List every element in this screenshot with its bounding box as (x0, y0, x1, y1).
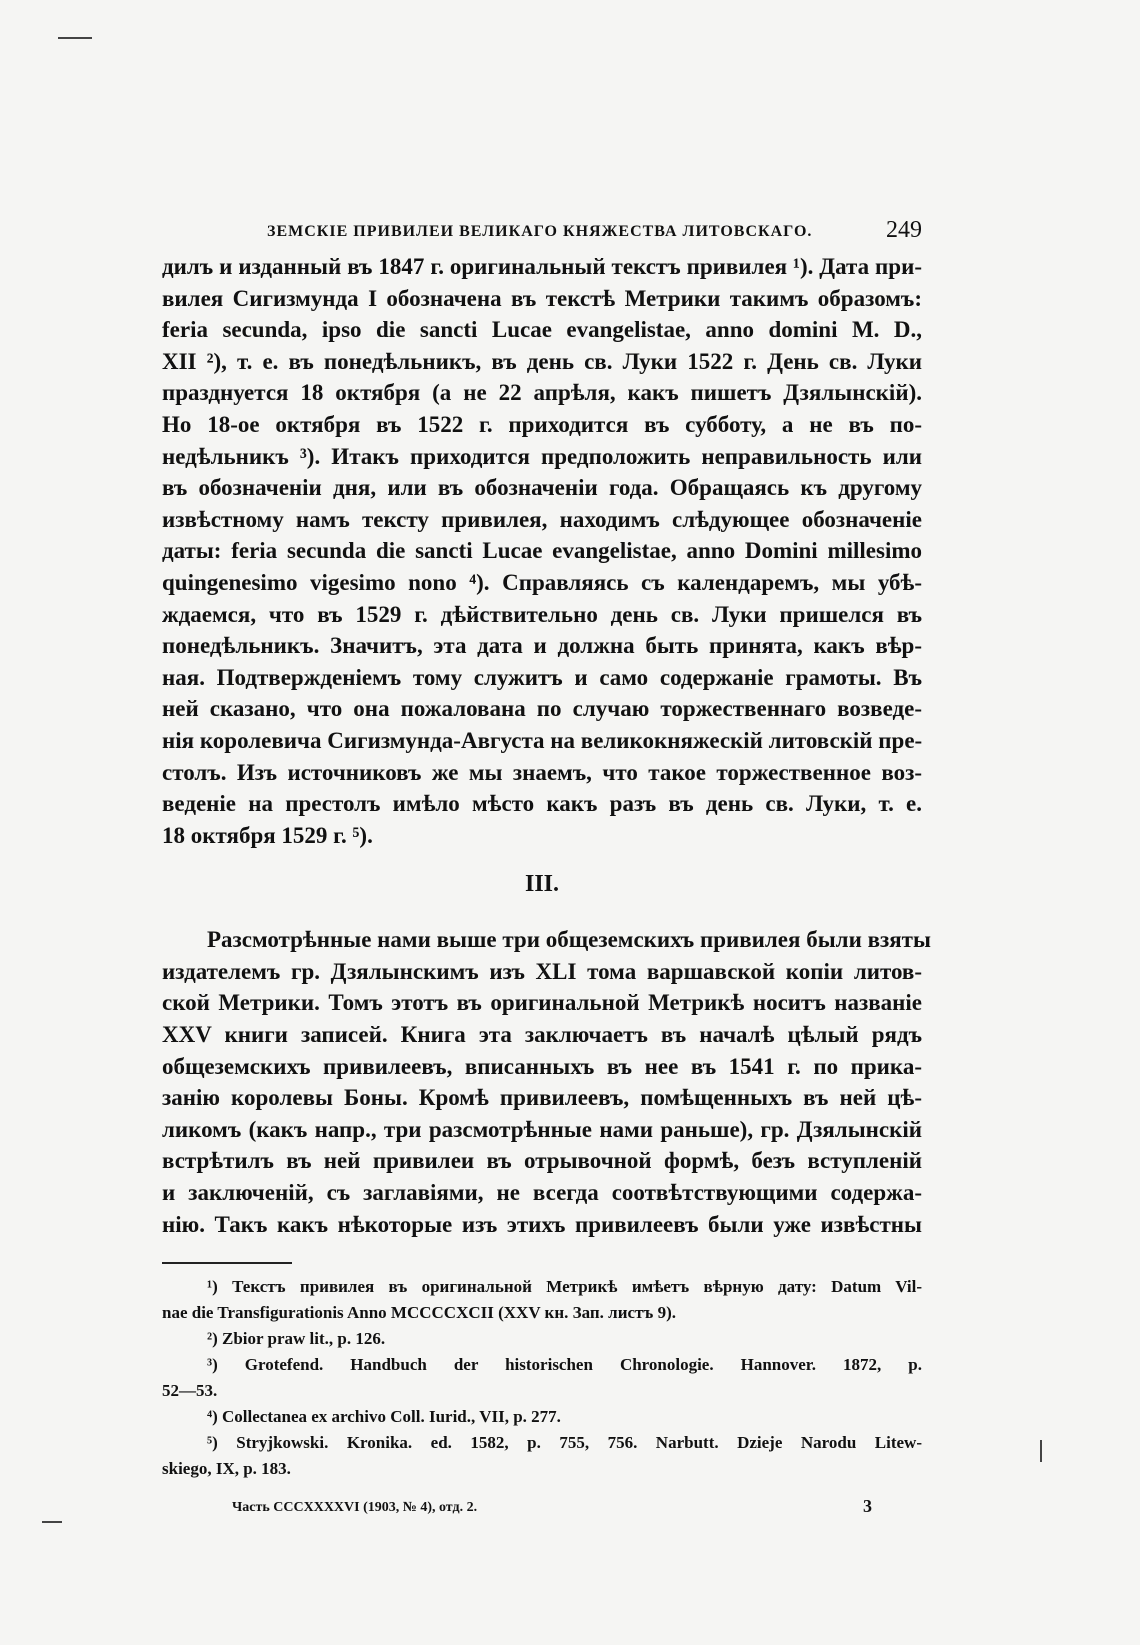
document-page (162, 205, 931, 1524)
text-line: нія королевича Сигизмунда-Августа на великокняжескій литовскій пре- (162, 727, 923, 753)
printer-signature (162, 1494, 922, 1524)
footnote-1: ¹) Текстъ привилея въ оригинальной Метрикѣ имѣетъ вѣрную дату: Datum Vil- (207, 1277, 922, 1297)
footnote-4: ⁴) Collectanea ex archivo Coll. Iurid., VII, p. 277. (207, 1407, 561, 1427)
text-line: ная. Подтвержденіемъ тому служитъ и само содержаніе грамоты. Въ (162, 664, 922, 690)
text-line: ней сказано, что она пожалована по случаю торжественнаго возведе- (162, 696, 922, 722)
text-line: feria secunda, ipso die sancti Lucae evangelistae, anno domini M. D., (162, 317, 922, 343)
running-head (162, 205, 922, 245)
page-number: 249 (886, 217, 922, 243)
text-line: извѣстному намъ тексту привилея, находимъ слѣдующее обозначеніе (162, 506, 922, 532)
footnote-5: ⁵) Stryjkowski. Kronika. ed. 1582, p. 755, 756. Narbutt. Dzieje Narodu Litew- (207, 1433, 922, 1453)
footnotes (162, 1274, 922, 1482)
text-line: въ обозначеніи дня, или въ обозначеніи года. Обращаясь къ другому (162, 475, 922, 501)
text-line: дилъ и изданный въ 1847 г. оригинальный текстъ привилея ¹). Дата при- (162, 254, 922, 279)
text-line: XXV книги записей. Книга эта заключаетъ въ началѣ цѣлый рядъ (162, 1022, 922, 1048)
scan-mark-bottom-left (42, 1521, 62, 1523)
footnote-5-cont: skiego, IX, p. 183. (162, 1459, 291, 1479)
text-line: и заключеній, съ заглавіями, не всегда соотвѣтствующими содержа- (162, 1180, 922, 1206)
scan-mark-bottom-right (1040, 1440, 1042, 1462)
text-line: XII ²), т. е. въ понедѣльникъ, въ день св. Луки 1522 г. День св. Луки (162, 348, 922, 374)
text-line: недѣльникъ ³). Итакъ приходится предположить неправильность или (162, 443, 922, 469)
text-line: Разсмотрѣнные нами выше три общеземскихъ привилея были взяты (207, 927, 931, 953)
footnote-3: ³) Grotefend. Handbuch der historischen Chronologie. Hannover. 1872, p. (207, 1355, 922, 1375)
text-line: нію. Такъ какъ нѣкоторые изъ этихъ привилеевъ были уже извѣстны (162, 1211, 922, 1237)
footnote-1-cont: nae die Transfigurationis Anno MCCCCXCII (XXV кн. Зап. листъ 9). (162, 1303, 676, 1323)
text-line: ждаемся, что въ 1529 г. дѣйствительно день св. Луки пришелся въ (162, 601, 922, 627)
text-line: даты: feria secunda die sancti Lucae evangelistae, anno Domini millesimo (162, 538, 922, 564)
text-line: веденіе на престолъ имѣло мѣсто какъ разъ въ день св. Луки, т. е. (162, 791, 922, 817)
paragraph-continued (162, 251, 922, 851)
text-line: вилея Сигизмунда I обозначена въ текстѣ Метрики такимъ образомъ: (162, 285, 922, 311)
signature-text: Часть CCCXXXXVI (1903, № 4), отд. 2. (232, 1500, 478, 1516)
text-line: понедѣльникъ. Значитъ, эта дата и должна быть принята, какъ вѣр- (162, 633, 922, 659)
running-head-title: ЗЕМСКІЕ ПРИВИЛЕИ ВЕЛИКАГО КНЯЖЕСТВА ЛИТОВСКАГО. (267, 223, 813, 240)
signature-number: 3 (863, 1496, 872, 1517)
text-line: общеземскихъ привилеевъ, вписанныхъ въ нее въ 1541 г. по прика- (162, 1053, 922, 1079)
text-line: празднуется 18 октября (а не 22 апрѣля, какъ пишетъ Дзялынскій). (162, 380, 922, 406)
footnote-3-cont: 52—53. (162, 1381, 218, 1401)
footnote-rule (162, 1262, 292, 1264)
section-heading: III. (524, 871, 560, 898)
text-line: встрѣтилъ въ ней привилеи въ отрывочной формѣ, безъ вступленій (162, 1148, 922, 1174)
scan-mark-top-left (58, 37, 92, 39)
text-line: ской Метрики. Томъ этотъ въ оригинальной Метрикѣ носитъ названіе (162, 990, 922, 1016)
text-line: занію королевы Боны. Кромѣ привилеевъ, помѣщенныхъ въ ней цѣ- (162, 1085, 922, 1111)
text-line: quingenesimo vigesimo nono ⁴). Справляясь съ календаремъ, мы убѣ- (162, 569, 922, 595)
text-line: ликомъ (какъ напр., три разсмотрѣнные нами раньше), гр. Дзялынскій (162, 1116, 922, 1142)
text-line: Но 18-ое октября въ 1522 г. приходится въ субботу, а не въ по- (162, 411, 922, 437)
text-line: издателемъ гр. Дзялынскимъ изъ XLI тома варшавской копіи литов- (162, 958, 922, 984)
paragraph-section-three (162, 924, 931, 1240)
text-line: 18 октября 1529 г. ⁵). (162, 822, 373, 848)
text-line: столъ. Изъ источниковъ же мы знаемъ, что такое торжественное воз- (162, 759, 922, 785)
footnote-2: ²) Zbior praw lit., p. 126. (207, 1329, 386, 1349)
